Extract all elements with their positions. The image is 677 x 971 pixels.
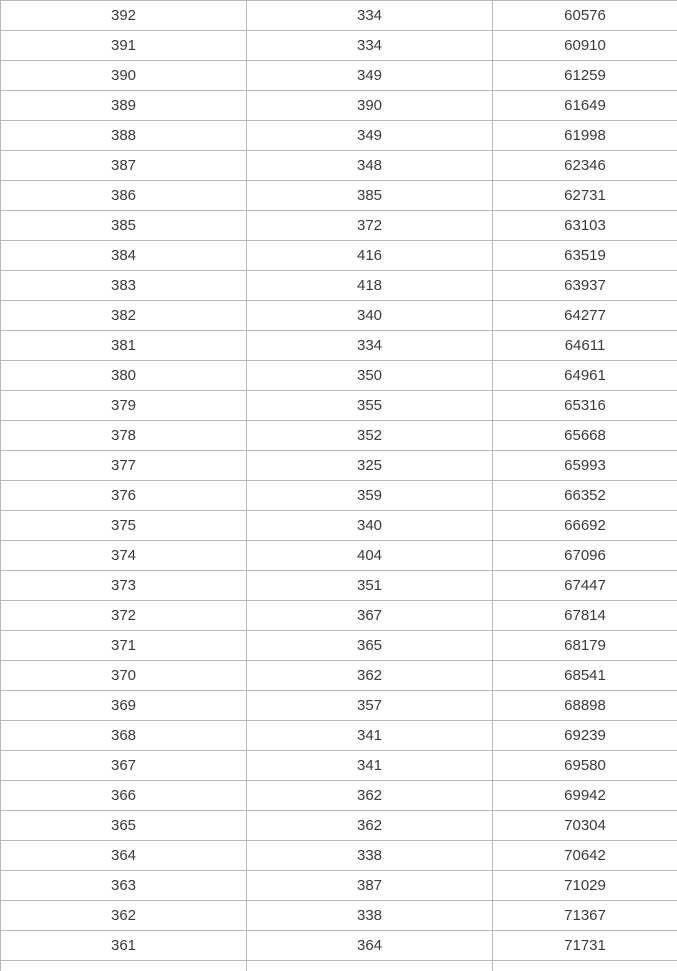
cell-cumulative: 66692 <box>493 511 677 541</box>
cell-cumulative: 69942 <box>493 781 677 811</box>
cell-count: 340 <box>247 511 493 541</box>
cell-score: 370 <box>1 661 247 691</box>
cell-score: 385 <box>1 211 247 241</box>
cell-score: 382 <box>1 301 247 331</box>
table-row <box>1 841 677 871</box>
cell-score: 369 <box>1 691 247 721</box>
cell-cumulative: 63103 <box>493 211 677 241</box>
cell-score: 372 <box>1 601 247 631</box>
table-body <box>1 1 677 971</box>
cell-score: 378 <box>1 421 247 451</box>
cell-cumulative: 65668 <box>493 421 677 451</box>
cell-cumulative: 68541 <box>493 661 677 691</box>
table-row <box>1 121 677 151</box>
table-row <box>1 451 677 481</box>
cell-cumulative: 62346 <box>493 151 677 181</box>
cell-count: 364 <box>247 931 493 961</box>
cell-count: 387 <box>247 871 493 901</box>
cell-cumulative: 64611 <box>493 331 677 361</box>
cell-cumulative: 71029 <box>493 871 677 901</box>
table-row-partial <box>1 961 677 971</box>
cell-score: 389 <box>1 91 247 121</box>
cell-count: 372 <box>247 211 493 241</box>
cell-score: 363 <box>1 871 247 901</box>
cell-score: 379 <box>1 391 247 421</box>
table-row <box>1 661 677 691</box>
cell-score: 391 <box>1 31 247 61</box>
cell-cumulative: 62731 <box>493 181 677 211</box>
cell-count: 341 <box>247 751 493 781</box>
cell-count: 334 <box>247 331 493 361</box>
cell-cumulative: 60910 <box>493 31 677 61</box>
table-row <box>1 211 677 241</box>
table-row <box>1 781 677 811</box>
table-row <box>1 691 677 721</box>
table-row <box>1 511 677 541</box>
cell-count: 418 <box>247 271 493 301</box>
table-row <box>1 751 677 781</box>
table-row <box>1 361 677 391</box>
cell-count: 362 <box>247 781 493 811</box>
table-row <box>1 601 677 631</box>
cell-score: 361 <box>1 931 247 961</box>
table-row <box>1 181 677 211</box>
table-row <box>1 631 677 661</box>
table-row <box>1 421 677 451</box>
cell-count: 349 <box>247 121 493 151</box>
cell-cumulative: 61649 <box>493 91 677 121</box>
cell-cumulative: 67447 <box>493 571 677 601</box>
cell-count: 385 <box>247 181 493 211</box>
cell-count: 404 <box>247 541 493 571</box>
cell-score: 380 <box>1 361 247 391</box>
cell-count: 334 <box>247 31 493 61</box>
cell-score: 375 <box>1 511 247 541</box>
cell-score: 371 <box>1 631 247 661</box>
table-row <box>1 31 677 61</box>
cell-count: 351 <box>247 571 493 601</box>
cell-score: 386 <box>1 181 247 211</box>
cell-score: 387 <box>1 151 247 181</box>
cell-count: 362 <box>247 811 493 841</box>
cell-count: 350 <box>247 361 493 391</box>
cell-cumulative: 69580 <box>493 751 677 781</box>
cell-cumulative: 61259 <box>493 61 677 91</box>
cell-score: 383 <box>1 271 247 301</box>
table-row <box>1 901 677 931</box>
table-row <box>1 541 677 571</box>
cell-count: 416 <box>247 241 493 271</box>
table-row <box>1 571 677 601</box>
cell-cumulative: 64961 <box>493 361 677 391</box>
table-row <box>1 91 677 121</box>
cell-score: 362 <box>1 901 247 931</box>
cell-count: 341 <box>247 721 493 751</box>
table-row <box>1 271 677 301</box>
cell-score: 373 <box>1 571 247 601</box>
cell-cumulative: 68179 <box>493 631 677 661</box>
cell-count: 352 <box>247 421 493 451</box>
table-row <box>1 481 677 511</box>
cell-count: 355 <box>247 391 493 421</box>
cell-cumulative: 69239 <box>493 721 677 751</box>
cell-score: 388 <box>1 121 247 151</box>
cell-cumulative: 68898 <box>493 691 677 721</box>
cell-count: 325 <box>247 451 493 481</box>
cell-count: 362 <box>247 661 493 691</box>
table-row <box>1 61 677 91</box>
cell-cumulative: 67814 <box>493 601 677 631</box>
cell-count: 357 <box>247 691 493 721</box>
table-row <box>1 241 677 271</box>
cell-score: 381 <box>1 331 247 361</box>
cell-cumulative: 71367 <box>493 901 677 931</box>
cell-cumulative: 64277 <box>493 301 677 331</box>
table-row <box>1 331 677 361</box>
cell-cumulative: 67096 <box>493 541 677 571</box>
cell-score: 376 <box>1 481 247 511</box>
cell-score: 374 <box>1 541 247 571</box>
table-row <box>1 151 677 181</box>
cell-score: 365 <box>1 811 247 841</box>
cell-count: 349 <box>247 61 493 91</box>
cell-count: 367 <box>247 601 493 631</box>
cell-score <box>1 961 247 971</box>
cell-score: 384 <box>1 241 247 271</box>
cell-cumulative: 65316 <box>493 391 677 421</box>
cell-count: 340 <box>247 301 493 331</box>
table-row <box>1 811 677 841</box>
table-row <box>1 1 677 31</box>
table-row <box>1 871 677 901</box>
cell-count: 390 <box>247 91 493 121</box>
cell-cumulative: 66352 <box>493 481 677 511</box>
cell-cumulative: 63519 <box>493 241 677 271</box>
table-row <box>1 391 677 421</box>
cell-score: 368 <box>1 721 247 751</box>
cell-cumulative: 60576 <box>493 1 677 31</box>
cell-cumulative: 61998 <box>493 121 677 151</box>
cell-count: 359 <box>247 481 493 511</box>
cell-cumulative <box>493 961 677 971</box>
table-row <box>1 301 677 331</box>
cell-cumulative: 70304 <box>493 811 677 841</box>
cell-count: 334 <box>247 1 493 31</box>
cell-cumulative: 65993 <box>493 451 677 481</box>
cell-cumulative: 63937 <box>493 271 677 301</box>
cell-cumulative: 71731 <box>493 931 677 961</box>
cell-score: 367 <box>1 751 247 781</box>
cell-score: 390 <box>1 61 247 91</box>
cell-score: 377 <box>1 451 247 481</box>
cell-score: 366 <box>1 781 247 811</box>
cell-count: 338 <box>247 841 493 871</box>
cell-score: 364 <box>1 841 247 871</box>
cell-count <box>247 961 493 971</box>
cell-count: 348 <box>247 151 493 181</box>
cell-count: 365 <box>247 631 493 661</box>
cell-cumulative: 70642 <box>493 841 677 871</box>
table-row <box>1 721 677 751</box>
cell-count: 338 <box>247 901 493 931</box>
cell-score: 392 <box>1 1 247 31</box>
table-row <box>1 931 677 961</box>
